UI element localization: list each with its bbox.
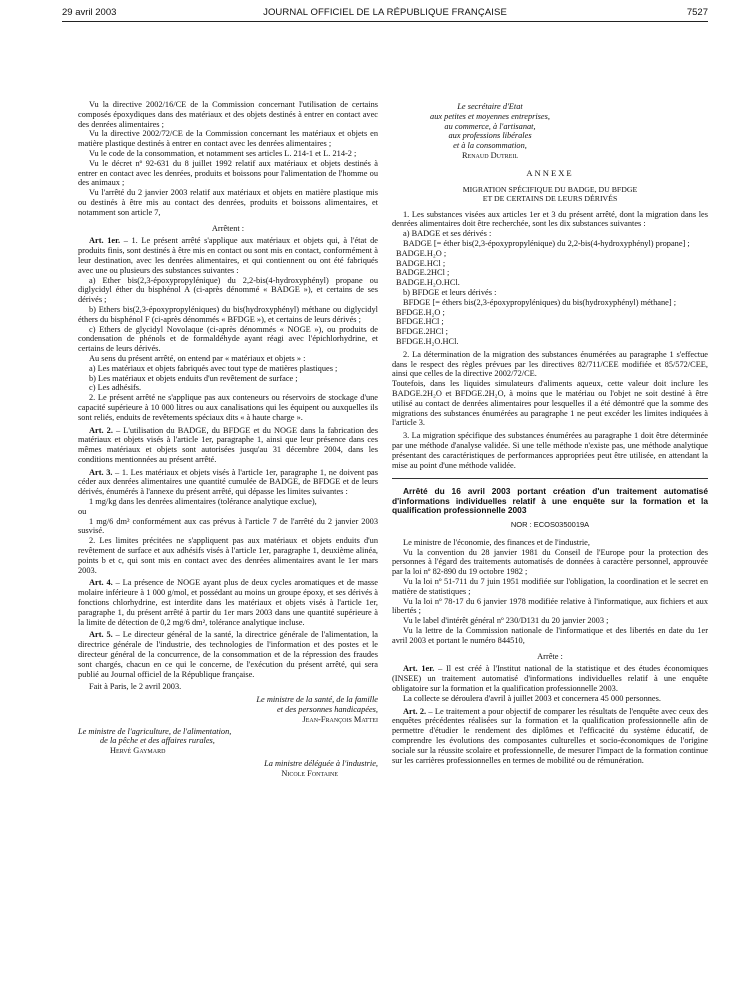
signatory-name: Nicole Fontaine (281, 768, 338, 778)
decree-article-1 (392, 664, 708, 693)
decree-title: Arrêté du 16 avril 2003 portant création d'un traitement automatisé d'informations individuelles relatif à une enquête sur la formation et la qualification professionnelle 2003 (392, 486, 708, 516)
signatory-title: La ministre déléguée à l'industrie, (264, 759, 378, 768)
minister-line: Le ministre de l'économie, des finances et de l'industrie, (403, 537, 590, 547)
signatory-title: de la pêche et des affaires rurales, (100, 736, 215, 746)
visa-paragraph: Vu la directive 2002/16/CE de la Commission concernant l'utilisation de certains composés époxydiques dans des matériaux et des objets destinés à entrer en contact avec des denrées alimentaires ; (78, 100, 378, 129)
article-1-text: – 1. Le présent arrêté s'applique aux matériaux et objets qui, à l'état de produits finis, sont destinés à être mis en contact ou sont mis en contact, conformément à leur destination, avec les denrées alimentaires, et qui contiennent ou ont été fabriqués avec une ou plusieurs des substances suivantes : (78, 236, 379, 275)
nor-reference: NOR : ECOS0350019A (510, 520, 590, 530)
visa-paragraph: Vu la convention du 28 janvier 1981 du Conseil de l'Europe pour la protection des personnes à l'égard des traitements automatisés de données à caractère personnel, approuvée par la loi nº 82-890 du 19 octobre 1982 ; (392, 547, 708, 577)
article-1-sens: Au sens du présent arrêté, on entend par « matériaux et objets » : (89, 353, 306, 363)
article-4-lead: Art. 4. (89, 578, 113, 588)
annex-subtitle-line: ET DE CERTAINS DE LEURS DÉRIVÉS (482, 194, 618, 204)
visa-paragraph: Vu la lettre de la Commission nationale de l'informatique et des libertés en date du 1er avril 2003 et portant le numéro 844510, (392, 626, 708, 645)
visa-paragraph: Vu la loi nº 78-17 du 6 janvier 1978 modifiée relative à l'informatique, aux fichiers et aux libertés ; (392, 596, 708, 616)
visa-paragraph: Vu le code de la consommation, et notamment ses articles L. 214-1 et L. 214-2 ; (89, 148, 357, 158)
signature-block-agriculture (78, 727, 378, 756)
article-1 (78, 236, 378, 275)
badge-heading: a) BADGE et ses dérivés : (403, 229, 492, 239)
bfdge-definition: BFDGE [= éthers bis(2,3-époxypropyléniques) du bis(hydroxyphényl) méthane] ; (403, 297, 677, 307)
page-number: 7527 (686, 7, 708, 18)
article-1-sens-b: b) Les matériaux et objets enduits d'un revêtement de surface ; (89, 373, 298, 383)
signatory-title: au commerce, à l'artisanat, (444, 121, 536, 131)
decree-article-1-text: – Il est créé à l'Institut national de la statistique et des études économiques (INSEE) un traitement automatisé d'informations individuelles relatif à une enquête obligatoire sur la formation et la qualification professionnelle 2003. (392, 664, 708, 694)
article-3-limit-2: 1 mg/6 dm² conformément aux cas prévus à l'article 7 de l'arrêté du 2 janvier 2003 susvisé. (78, 516, 378, 536)
list-item: BADGE.HCl ; (396, 258, 446, 268)
arrete-heading: Arrête : (537, 651, 563, 661)
signatory-title: Le secrétaire d'Etat (457, 102, 523, 111)
decree-article-2 (392, 707, 708, 766)
signature-date: Fait à Paris, le 2 avril 2003. (89, 682, 182, 692)
article-3-para-2: 2. Les limites précitées ne s'appliquent pas aux matériaux et objets enduits d'un revêtement de surface et aux adhésifs visés à l'article 1er, paragraphe 1, deuxième alinéa, points b et c, qui sont mis en contact avec des denrées alimentaires avant le 1er mars 2003. (78, 536, 378, 575)
header-date: 29 avril 2003 (62, 7, 117, 18)
signatory-name: Jean-François Mattei (302, 714, 378, 724)
article-5-text: – Le directeur général de la santé, la directrice générale de l'alimentation, la directrice générale de l'industrie, des technologies de l'information et des postes et le directeur général de la concurrence, de la consommation et de la répression des fraudes sont chargés, chacun en ce qui le concerne, de l'exécution du présent arrêté, qui sera publié au Journal officiel de la République française. (78, 630, 378, 679)
annex-heading: ANNEXE (526, 167, 574, 178)
signatory-name: Hervé Gaymard (110, 746, 166, 756)
visa-paragraph: Vu le label d'intérêt général nº 230/D131 du 20 janvier 2003 ; (403, 616, 609, 626)
article-3-limit-1: 1 mg/kg dans les denrées alimentaires (tolérance analytique exclue), (89, 497, 317, 507)
visa-paragraph: Vu l'arrêté du 2 janvier 2003 relatif aux matériaux et objets en matière plastique mis ou destinés à être mis au contact des denrées, produits et boissons alimentaires, et notamment son article 7, (78, 188, 378, 217)
article-1-lead: Art. 1er. (89, 236, 121, 246)
list-item: BADGE.H₂O.HCl. (396, 278, 460, 288)
signatory-title: aux professions libérales (448, 131, 532, 141)
list-item: BADGE.H₂O ; (396, 248, 447, 258)
journal-title: JOURNAL OFFICIEL DE LA RÉPUBLIQUE FRANÇAISE (263, 7, 507, 18)
article-3 (78, 468, 378, 497)
badge-derivatives-list (392, 249, 708, 288)
article-4 (78, 578, 378, 627)
signatory-title: Le ministre de l'agriculture, de l'alimentation, (78, 726, 232, 736)
article-1-a: a) Ether bis(2,3-époxypropylénique) du 2,2-bis(4-hydroxyphényl) propane ou diglycidyl éther du bisphénol A (ci-après dénommé « BADGE »), et certains de ses dérivés ; (78, 275, 378, 305)
section-divider (392, 478, 708, 479)
decree-article-1-b: La collecte se déroulera d'avril à juillet 2003 et concernera 45 000 personnes. (403, 693, 661, 703)
decree-article-2-text: – Le traitement a pour objectif de comparer les résultats de l'enquête avec ceux des enquêtes précédentes réalisées sur la formation et la qualification professionnelle afin de permettre d'étudier le rendement des diplômes et l'efficacité du système éducatif, de comprendre les évolutions des composantes culturelles et socio-économiques de l'origine sociale sur la réussite scolaire et professionnelle, de mesurer l'impact de la formation continue sur les carrières professionnelles en termes de mobilité ou de rémunération. (392, 706, 708, 765)
article-5-lead: Art. 5. (89, 630, 113, 640)
header-rule (62, 21, 708, 22)
article-3-lead: Art. 3. (89, 467, 113, 477)
article-5 (78, 630, 378, 679)
list-item: BFDGE.HCl ; (396, 317, 444, 327)
signatory-title: et des personnes handicapées, (276, 705, 378, 715)
decree-article-1-lead: Art. 1er. (403, 664, 435, 674)
signature-block-health (78, 695, 378, 724)
signatory-title: Le ministre de la santé, de la famille (256, 695, 378, 705)
visa-paragraph: Vu la loi nº 51-711 du 7 juin 1951 modifiée sur l'obligation, la coordination et le secret en matière de statistiques ; (392, 577, 708, 596)
visa-paragraph: Vu la directive 2002/72/CE de la Commission concernant les matériaux et objets en matière plastique destinés à entrer en contact avec les denrées alimentaires ; (78, 129, 378, 149)
decree-article-2-lead: Art. 2. (403, 706, 427, 716)
signatory-title: et à la consommation, (453, 141, 527, 151)
annex-para-2: 2. La détermination de la migration des substances énumérées au paragraphe 1 s'effectue dans le respect des règles prévues par les directives 82/711/CEE modifiée et 85/572/CEE, ainsi que celles de la directive 2002/72/CE. (392, 349, 708, 379)
annex-para-3: 3. La migration spécifique des substances énumérées au paragraphe 1 doit être déterminée par une méthode d'analyse validée. Si une telle méthode n'existe pas, une méthode analytique présentant des caractéristiques de performances appropriées peut être utilisée, en attendant la mise au point d'une méthode validée. (392, 431, 708, 470)
article-1-sens-c: c) Les adhésifs. (89, 383, 142, 393)
signatory-name: Renaud Dutreil (461, 150, 518, 160)
article-1-c: c) Ethers de glycidyl Novolaque (ci-après dénommés « NOGE »), ou produits de condensation de phénols et de formaldéhyde ayant réagi avec l'épichlorhydrine, et certains de leurs dérivés. (78, 324, 378, 354)
article-4-text: – La présence de NOGE ayant plus de deux cycles aromatiques et de masse molaire inférieure à 1 000 g/mol, et possédant au moins un groupe époxy, et ses dérivés à fonctions chlorhydrine, est interdite dans les matériaux et objets visés à l'article 1er, paragraphe 1, du présent arrêté à partir du 1er mars 2003 dans une quantité supérieure à la limite de détection de 0,2 mg/6 dm², tolérance analytique incluse. (78, 578, 378, 627)
annex-subtitle (392, 185, 708, 204)
badge-definition: BADGE [= éther bis(2,3-époxypropylénique) du 2,2-bis(4-hydroxyphényl) propane] ; (403, 238, 690, 248)
article-3-text: – 1. Les matériaux et objets visés à l'article 1er, paragraphe 1, ne doivent pas céder aux denrées alimentaires une quantité cumulée de BADGE, de BFDGE et de leurs dérivés, énumérés à l'annexe du présent arrêté, qui dépasse les limites suivantes : (78, 467, 378, 497)
annex-para-1: 1. Les substances visées aux articles 1er et 3 du présent arrêté, dont la migration dans les denrées alimentaires doit être recherchée, sont les dix substances suivantes : (392, 209, 708, 229)
article-1-b: b) Ethers bis(2,3-époxypropyléniques) du bis(hydroxyphényl) méthane ou diglycidyl éthers du bisphénol F (ci-après dénommés « BFDGE »), et certains de leurs dérivés ; (78, 304, 378, 324)
list-item: BFDGE.H₂O.HCl. (396, 336, 459, 346)
article-1-para-2: 2. Le présent arrêté ne s'applique pas aux conteneurs ou réservoirs de stockage d'une capacité supérieure à 10 000 litres ou aux canalisations qui les équipent ou auxquelles ils sont reliés, enduits de revêtements spéciaux dits « à haute charge ». (78, 393, 378, 422)
visa-paragraph: Vu le décret nº 92-631 du 8 juillet 1992 relatif aux matériaux et objets destinés à entrer en contact avec les denrées, produits et boissons pour l'alimentation de l'homme ou des animaux ; (78, 158, 378, 188)
list-item: BFDGE.2HCl ; (396, 327, 448, 337)
signature-block-commerce (392, 102, 708, 161)
bfdge-derivatives-list (392, 308, 708, 347)
list-item: BADGE.2HCl ; (396, 268, 450, 278)
article-3-or: ou (78, 506, 87, 516)
annex-para-2b: Toutefois, dans les liquides simulateurs d'aliments aqueux, cette valeur doit inclure les BADGE.2H₂O et BFDGE.2H₂O, à moins que le matériau ou l'objet ne soit destiné à être utilisé au contact de denrées alimentaires pour lesquelles il a été démontré que la somme des migrations des substances énumérées au paragraphe 1 ne peut excéder les limites indiquées à l'article 3. (392, 379, 708, 428)
signature-block-industry (78, 759, 378, 779)
annex-subtitle-line: MIGRATION SPÉCIFIQUE DU BADGE, DU BFDGE (462, 184, 638, 194)
arretent-heading: Arrêtent : (211, 223, 245, 233)
article-2-text: – L'utilisation du BADGE, du BFDGE et du NOGE dans la fabrication des matériaux et objets visés à l'article 1er, paragraphe 1, ainsi que leur présence dans ces mêmes matériaux et objets sont autorisées jusqu'au 31 décembre 2004, dans les conditions mentionnées au présent arrêté. (78, 425, 379, 464)
signatory-title: aux petites et moyennes entreprises, (430, 111, 550, 121)
right-column (392, 100, 708, 765)
left-column (78, 100, 378, 779)
article-2 (78, 426, 378, 465)
page-header (62, 7, 708, 21)
list-item: BFDGE.H₂O ; (396, 307, 445, 317)
bfdge-heading: b) BFDGE et leurs dérivés : (403, 287, 497, 297)
article-2-lead: Art. 2. (89, 425, 113, 435)
article-1-sens-a: a) Les matériaux et objets fabriqués avec tout type de matières plastiques ; (89, 363, 338, 373)
